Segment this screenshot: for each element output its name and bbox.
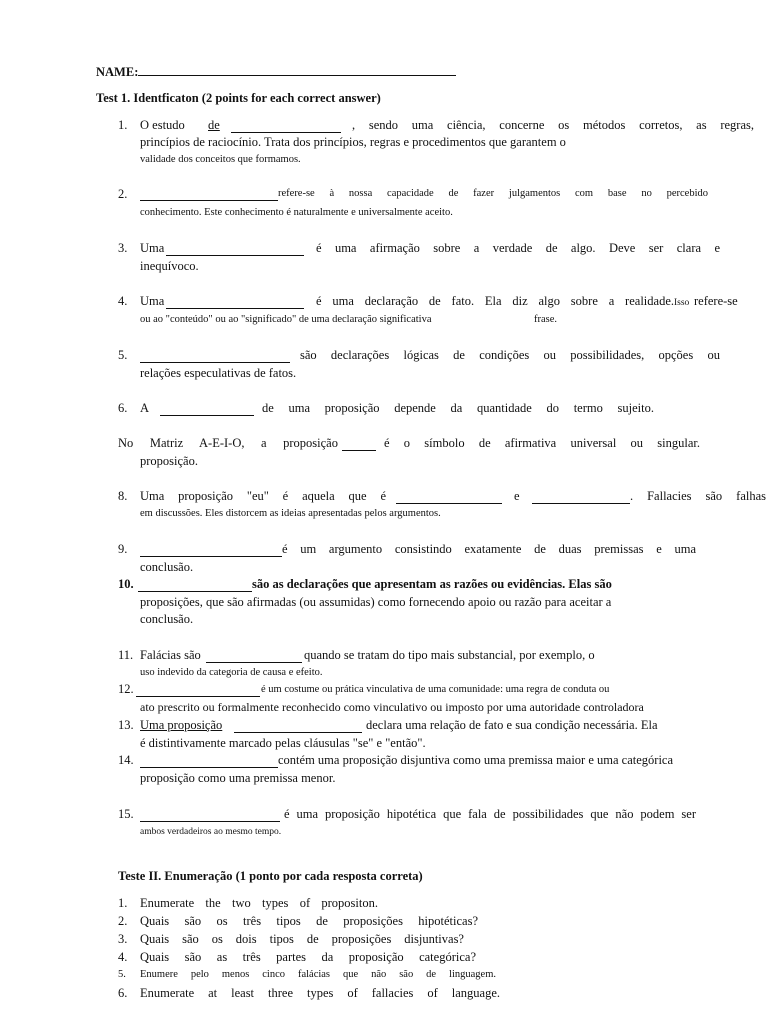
answer-blank-5[interactable] (140, 351, 290, 363)
answer-blank-13[interactable] (234, 721, 362, 733)
question-4-line2: ou ao "conteúdo" ou ao "significado" de uma declaração significativa frase. (140, 314, 558, 325)
answer-blank-9[interactable] (140, 545, 282, 557)
answer-blank-15[interactable] (140, 810, 280, 822)
question-1-line2: princípios de raciocínio. Trata dos princípios, regras e procedimentos que garantem o (140, 135, 566, 149)
question-1-line3: validade dos conceitos que formamos. (140, 154, 301, 165)
name-label: NAME: (96, 65, 139, 79)
answer-blank-12[interactable] (136, 685, 260, 697)
question-14-line2: proposição como uma premissa menor. (140, 771, 336, 785)
question-12-line2: ato prescrito ou formalmente reconhecido como vinculativo ou imposto por uma autoridade controladora (140, 700, 644, 714)
answer-blank-4[interactable] (166, 297, 304, 309)
answer-blank-1[interactable] (231, 121, 341, 133)
answer-blank-6[interactable] (160, 404, 254, 416)
question-11-line2: uso indevido da categoria de causa e efeito. (140, 667, 323, 678)
answer-blank-2[interactable] (140, 189, 278, 201)
question-15-line2: ambos verdadeiros ao mesmo tempo. (140, 827, 282, 837)
question-10-line2: proposições, que são afirmadas (ou assumidas) como fornecendo apoio ou razão para aceitar a (140, 595, 612, 609)
question-5-line2: relações especulativas de fatos. (140, 366, 297, 380)
question-2-line2: conhecimento. Este conhecimento é naturalmente e universalmente aceito. (140, 207, 453, 218)
answer-blank-3[interactable] (166, 244, 304, 256)
question-9-line2: conclusão. (140, 560, 194, 574)
answer-blank-14[interactable] (140, 756, 278, 768)
question-3-line2: inequívoco. (140, 259, 199, 273)
answer-blank-8b[interactable] (532, 492, 630, 504)
name-blank[interactable] (138, 63, 456, 76)
question-10-line3: conclusão. (140, 612, 194, 626)
answer-blank-8a[interactable] (396, 492, 502, 504)
question-8-line2: em discussões. Eles distorcem as ideias apresentadas pelos argumentos. (140, 508, 441, 519)
name-field-row (96, 63, 456, 80)
test1-title: Test 1. Identficaton (2 points for each correct answer) (96, 91, 381, 105)
question-13-line2: é distintivamente marcado pelas cláusulas "se" e "então". (140, 736, 426, 750)
answer-blank-11[interactable] (206, 651, 302, 663)
answer-blank-10[interactable] (138, 580, 252, 592)
question-7-line2: proposição. (140, 454, 198, 468)
answer-blank-7[interactable] (342, 439, 376, 451)
test2-title: Teste II. Enumeração (1 ponto por cada resposta correta) (118, 869, 423, 883)
